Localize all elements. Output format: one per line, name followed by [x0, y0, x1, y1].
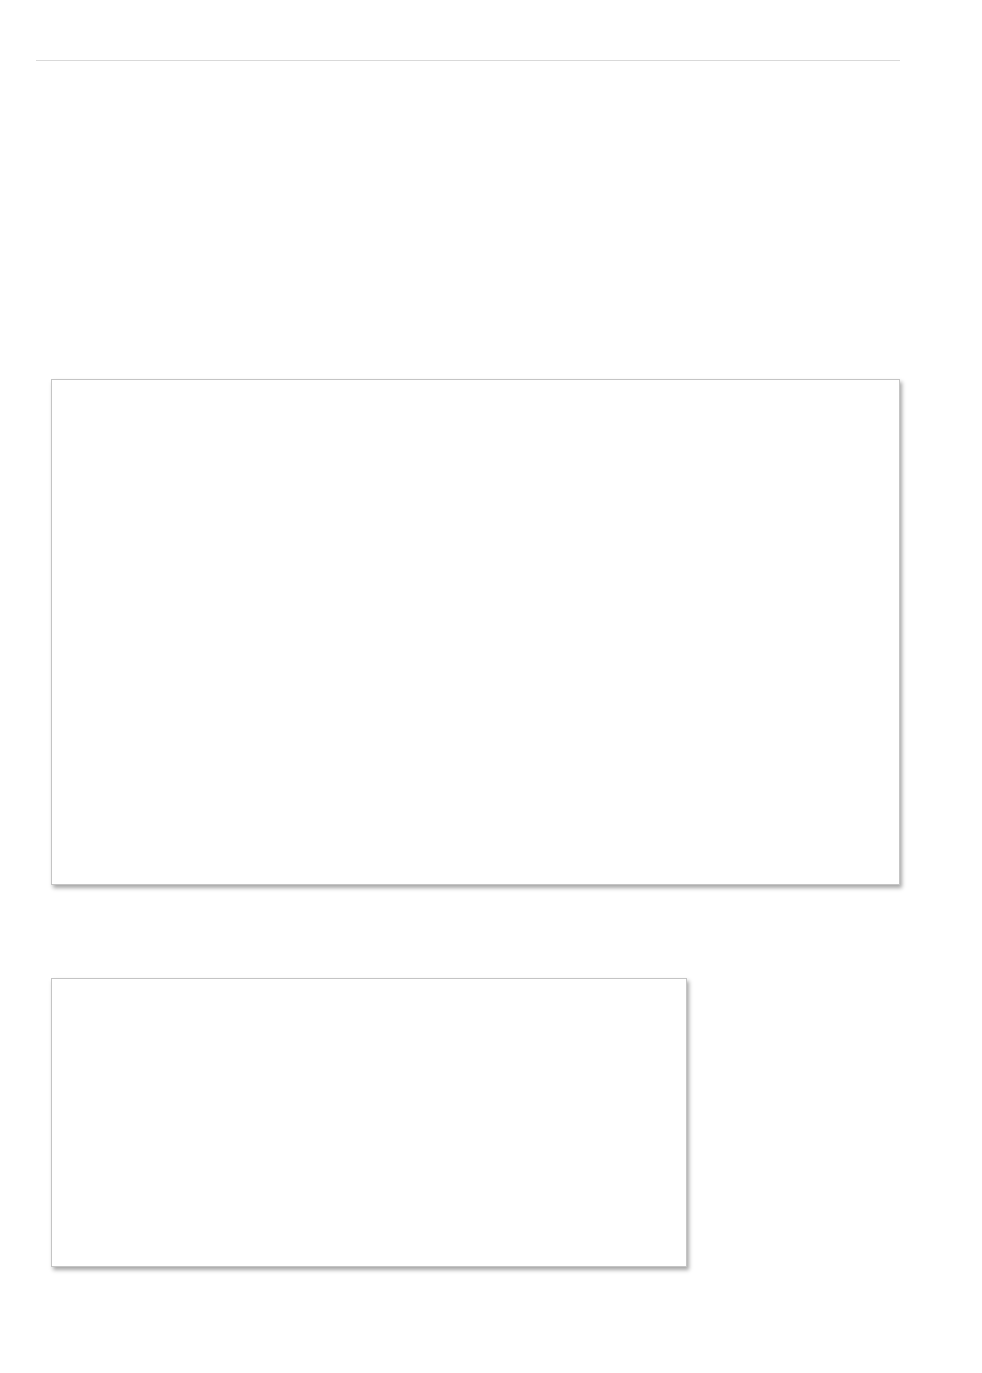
usda-figure: [51, 379, 900, 885]
soybean-meal-imports-chart: [52, 979, 686, 1239]
page-header: [36, 30, 900, 61]
global-import-charts: [52, 380, 899, 680]
country-import-figure: [51, 978, 687, 1267]
